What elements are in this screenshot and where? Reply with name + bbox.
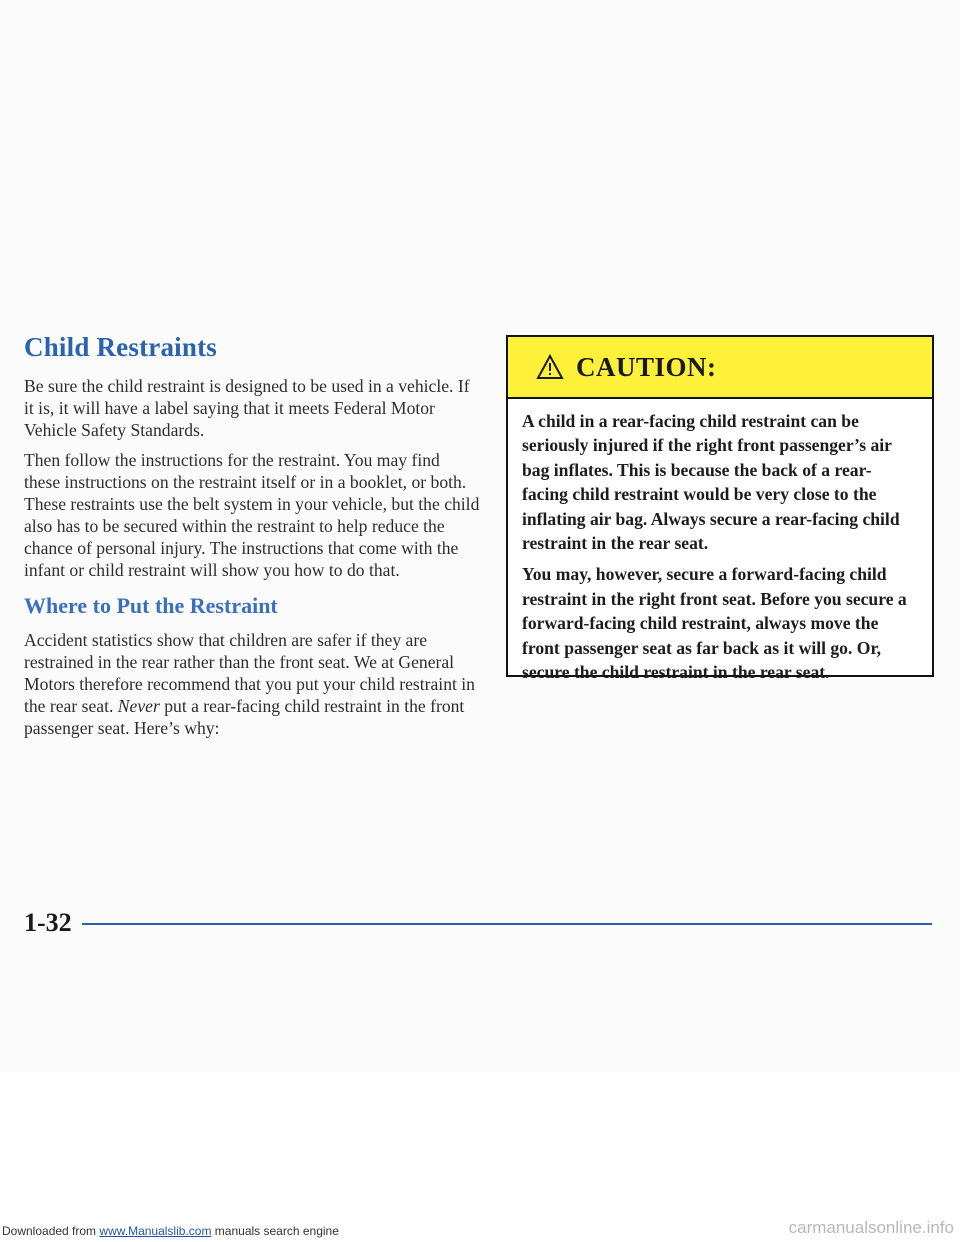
- statistics-text-end: put a rear-facing child restraint in the front passenger seat. Here’s why:: [24, 696, 465, 738]
- statistics-paragraph: [24, 629, 480, 739]
- subsection-title: Where to Put the Restraint: [24, 593, 278, 618]
- manualslib-link[interactable]: www.Manualslib.com: [99, 1224, 212, 1238]
- section-title: Child Restraints: [24, 332, 217, 362]
- download-prefix: Downloaded from: [2, 1224, 97, 1238]
- instructions-paragraph: Then follow the instructions for the restraint. You may find these instructions on the restraint itself or in a booklet, or both. These restraints use the belt system in your vehicle, but the child also has to be secured within the restraint to help reduce the chance of personal injury. The instructions that come with the infant or child restraint will show you how to do that.: [24, 450, 480, 580]
- caution-paragraph-forward-facing: You may, however, secure a forward-facing child restraint in the right front seat. Before you secure a forward-facing child restraint, always move the front passenger seat as far back as it will go. Or, secure the child restraint in the rear seat.: [522, 564, 907, 683]
- never-emphasis: Never: [117, 696, 160, 716]
- download-credit: [2, 1224, 339, 1238]
- caution-paragraph-rear-facing: A child in a rear-facing child restraint can be seriously injured if the right front passenger’s air bag inflates. This is because the back of a rear-facing child restraint would be very close to the inflating air bag. Always secure a rear-facing child restraint in the rear seat.: [522, 411, 900, 554]
- caution-box: [506, 335, 934, 683]
- page-number: 1-32: [24, 908, 72, 937]
- caution-header: [508, 337, 932, 399]
- left-column: [24, 332, 480, 747]
- caution-label: CAUTION:: [576, 351, 717, 382]
- intro-paragraph: Be sure the child restraint is designed to be used in a vehicle. If it is, it will have a label saying that it meets Federal Motor Vehicle Safety Standards.: [24, 376, 470, 440]
- watermark: carmanualsonline.info: [788, 1218, 954, 1237]
- footer-rule: [82, 923, 932, 925]
- statistics-text: Accident statistics show that children are safer if they are restrained in the rear rather than the front seat. We at General Motors therefore recommend that you put your child restraint in the rear seat.: [24, 630, 475, 716]
- page-footer-band: [0, 1072, 960, 1242]
- caution-body: [508, 399, 932, 684]
- download-suffix: manuals search engine: [214, 1224, 339, 1238]
- warning-triangle-icon: [536, 354, 564, 380]
